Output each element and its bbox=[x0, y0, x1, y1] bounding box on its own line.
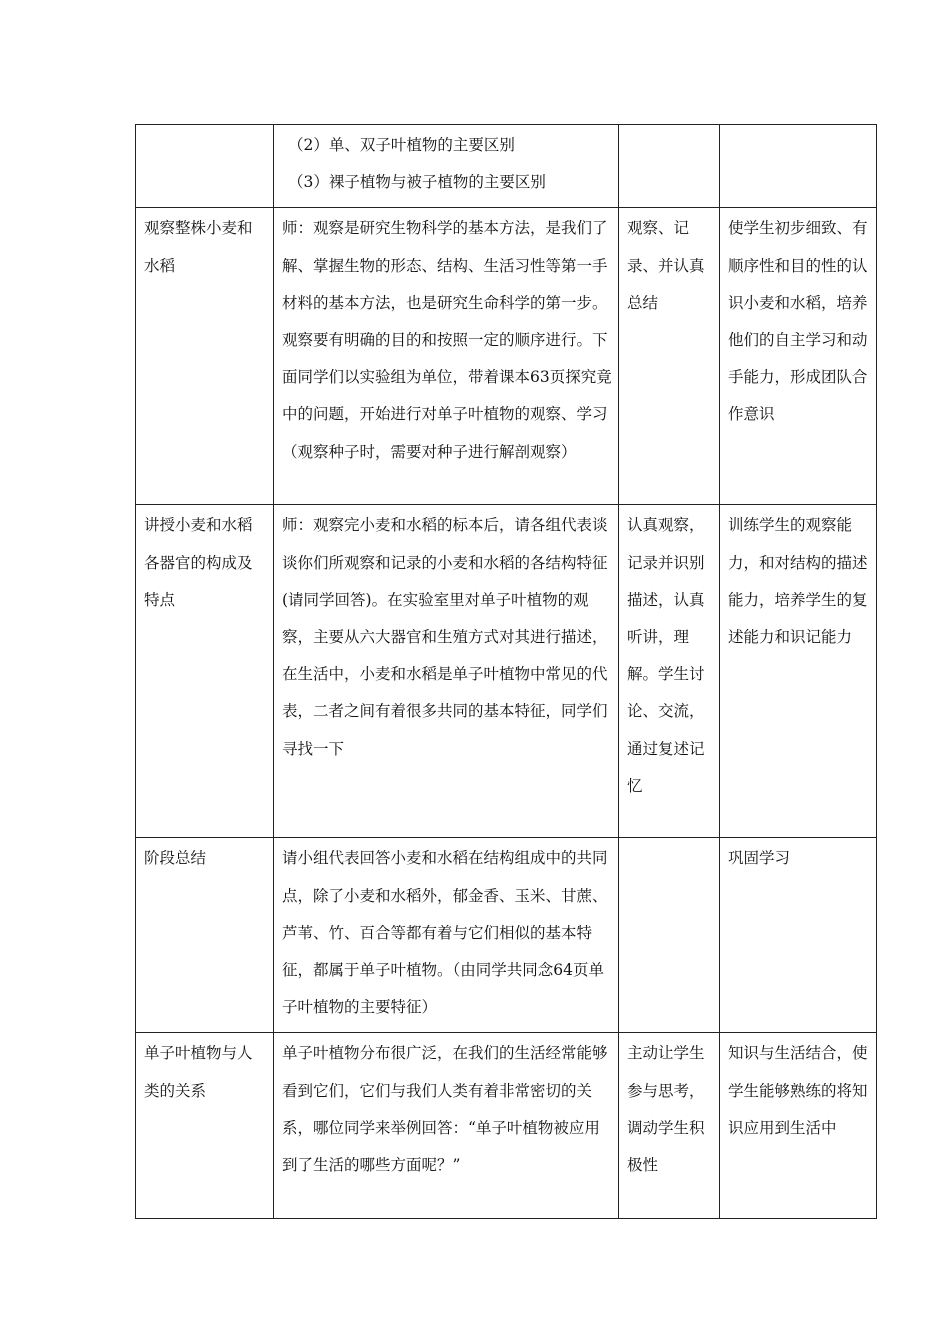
table-row bbox=[136, 208, 877, 505]
table-row bbox=[136, 1033, 877, 1219]
design-intent-cell: 知识与生活结合，使学生能够熟练的将知识应用到生活中 bbox=[720, 1033, 877, 1219]
list-item: （2）单、双子叶植物的主要区别 bbox=[288, 136, 515, 154]
student-activity-cell bbox=[619, 125, 720, 208]
teacher-activity-cell: 请小组代表回答小麦和水稻在结构组成中的共同点，除了小麦和水稻外，郁金香、玉米、甘蔗、芦苇、竹、百合等都有着与它们相似的基本特征，都属于单子叶植物。（由同学共同念64页单子叶植物的主要特征） bbox=[274, 838, 619, 1033]
design-intent-cell: 训练学生的观察能力，和对结构的描述能力，培养学生的复述能力和识记能力 bbox=[720, 505, 877, 838]
student-activity-cell: 观察、记录、并认真总结 bbox=[619, 208, 720, 505]
table-row bbox=[136, 838, 877, 1033]
list-item: （3）裸子植物与被子植物的主要区别 bbox=[288, 173, 546, 192]
table-row bbox=[136, 505, 877, 838]
table-row bbox=[136, 125, 877, 208]
teacher-activity-cell: 单子叶植物分布很广泛，在我们的生活经常能够看到它们，它们与我们人类有着非常密切的关系，哪位同学来举例回答：“单子叶植物被应用到了生活的哪些方面呢？” bbox=[274, 1033, 619, 1219]
stage-cell: 单子叶植物与人类的关系 bbox=[136, 1033, 274, 1219]
student-activity-cell bbox=[619, 838, 720, 1033]
stage-cell: 讲授小麦和水稻各器官的构成及特点 bbox=[136, 505, 274, 838]
student-activity-cell: 主动让学生参与思考，调动学生积极性 bbox=[619, 1033, 720, 1219]
teacher-activity-cell: 师：观察完小麦和水稻的标本后，请各组代表谈谈你们所观察和记录的小麦和水稻的各结构特征 (请同学回答)。在实验室里对单子叶植物的观察，主要从六大器官和生殖方式对其进行描述，在生活中，小麦和水稻是单子叶植物中常见的代表，二者之间有着很多共同的基本特征，同学们寻找一下 bbox=[274, 505, 619, 838]
stage-cell: 阶段总结 bbox=[136, 838, 274, 1033]
design-intent-cell: 巩固学习 bbox=[720, 838, 877, 1033]
student-activity-cell: 认真观察，记录并识别描述，认真听讲，理解。学生讨论、交流，通过复述记忆 bbox=[619, 505, 720, 838]
teacher-activity-cell bbox=[274, 125, 619, 208]
lesson-plan-table bbox=[135, 124, 877, 1219]
design-intent-cell bbox=[720, 125, 877, 208]
stage-cell: 观察整株小麦和水稻 bbox=[136, 208, 274, 505]
design-intent-cell: 使学生初步细致、有顺序性和目的性的认识小麦和水稻，培养他们的自主学习和动手能力，形成团队合作意识 bbox=[720, 208, 877, 505]
stage-cell bbox=[136, 125, 274, 208]
teacher-activity-cell: 师：观察是研究生物科学的基本方法，是我们了解、掌握生物的形态、结构、生活习性等第一手材料的基本方法，也是研究生命科学的第一步。观察要有明确的目的和按照一定的顺序进行。下面同学们以实验组为单位，带着课本63页探究竟中的问题，开始进行对单子叶植物的观察、学习（观察种子时，需要对种子进行解剖观察） bbox=[274, 208, 619, 505]
